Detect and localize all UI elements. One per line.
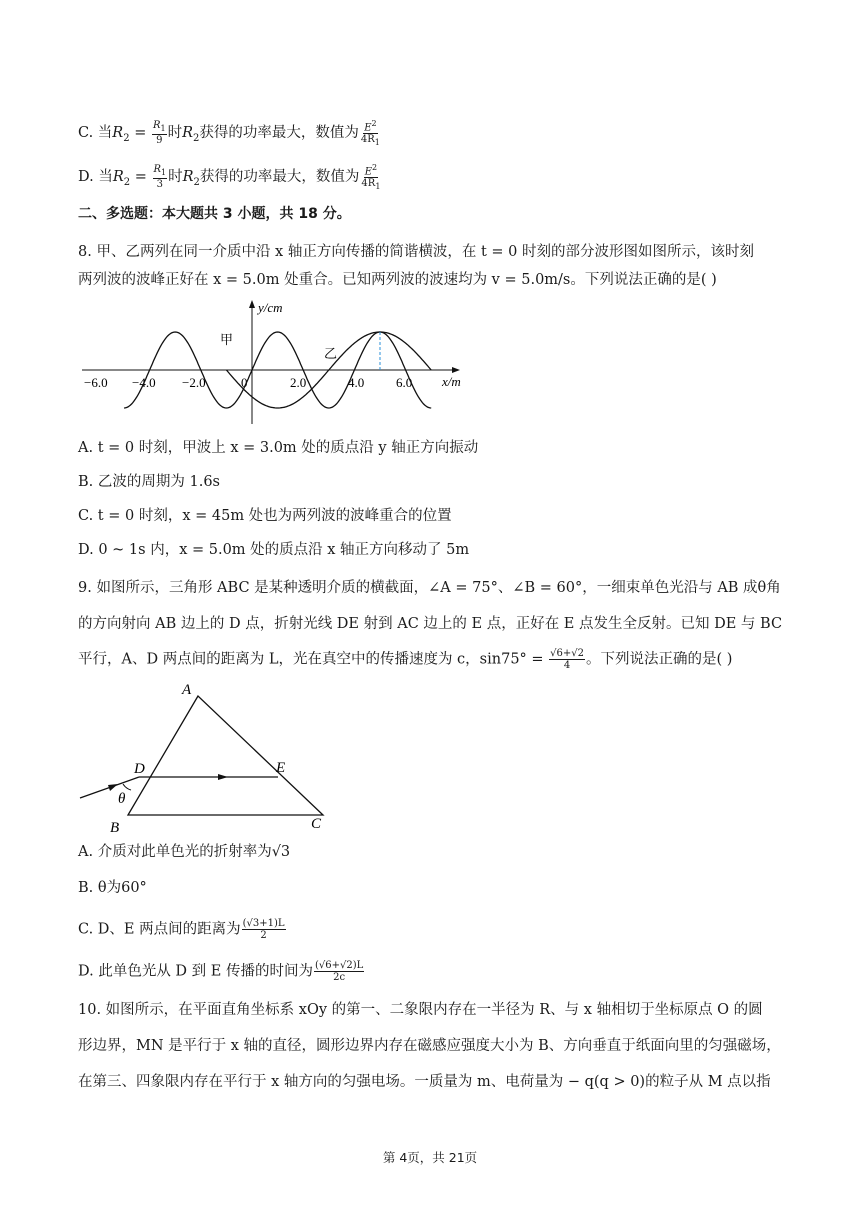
q8-wave-figure [78,296,478,428]
label-theta: θ [118,791,126,807]
label-b: B [110,820,120,836]
q9-stem-line3: 平行，A、D 两点间的距离为 L，光在真空中的传播速度为 c，sin75° = $\frac{√6+√2}{4}$ 。下列说法正确的是( ) [78,648,733,671]
q8-option-a: A. t = 0 时刻，甲波上 x = 3.0m 处的质点沿 y 轴正方向振动 [78,440,479,456]
label-e: E [276,760,286,776]
label-c: C [311,816,322,832]
tick-label: 2.0 [290,375,307,390]
ray-de-arrow [218,774,228,780]
label-d: D [134,761,145,777]
q9-option-b: B. θ为60° [78,880,147,896]
triangle-abc [128,696,323,815]
tick-label: −6.0 [84,375,108,390]
q8-option-d: D. 0 ~ 1s 内，x = 5.0m 处的质点沿 x 轴正方向移动了 5m [78,542,470,558]
q8-option-c: C. t = 0 时刻，x = 45m 处也为两列波的波峰重合的位置 [78,508,452,524]
fraction: $\frac{E^2}{4R_1}$ [361,163,381,192]
wave-yi-label: 乙 [324,346,338,361]
q8-stem-line2: 两列波的波峰正好在 x = 5.0m 处重合。已知两列波的波速均为 v = 5.0m/s。下列说法正确的是( ) [78,272,717,288]
y-axis-arrow [249,300,255,308]
tick-label: 0 [241,375,248,390]
fraction: $\frac{R_1}{3}$ [153,164,167,191]
x-axis-arrow [452,367,460,373]
fraction: $\frac{(√6+√2)L}{2c}$ [314,960,364,983]
tick-label: 6.0 [396,375,413,390]
label-a: A [182,682,192,698]
q9-stem-line1: 9. 如图所示，三角形 ABC 是某种透明介质的横截面，∠A = 75°、∠B = 60°，一细束单色光沿与 AB 成θ角 [78,580,781,596]
q9-option-c: C. D、E 两点间的距离为 $\frac{(√3+1)L}{2}$ [78,918,285,941]
q9-option-d: D. 此单色光从 D 到 E 传播的时间为 $\frac{(√6+√2)L}{2c}$ [78,960,364,983]
incident-ray-arrow [108,784,118,791]
x-axis-label: x/m [442,374,461,389]
fraction: $\frac{R_1}{9}$ [152,120,166,147]
fraction: $\frac{√6+√2}{4}$ [550,648,585,671]
page-footer: 第 4页，共 21页 [382,1150,478,1165]
fraction: $\frac{(√3+1)L}{2}$ [242,918,285,941]
tick-label: −2.0 [182,375,206,390]
q10-line1: 10. 如图所示，在平面直角坐标系 xOy 的第一、二象限内存在一半径为 R、与 x 轴相切于坐标原点 O 的圆 [78,1002,763,1018]
theta-arc [123,784,131,790]
q7-option-c: C. 当$R_2$ = $\frac{R_1}{9}$ 时$R_2$获得的功率最大，数值为 $\frac{E^2}{4R_1}$ [78,119,380,148]
q9-option-a: A. 介质对此单色光的折射率为√3 [78,844,291,860]
q9-triangle-figure [78,680,338,836]
y-axis-label: y/cm [258,300,283,315]
section-heading: 二、多选题：本大题共 3 小题，共 18 分。 [78,206,351,222]
fraction: $\frac{E^2}{4R_1}$ [360,119,380,148]
q10-line2: 形边界，MN 是平行于 x 轴的直径，圆形边界内存在磁感应强度大小为 B、方向垂直于纸面向里的匀强磁场， [78,1038,781,1054]
q8-option-b: B. 乙波的周期为 1.6s [78,474,220,490]
tick-label: −4.0 [132,375,156,390]
q7-option-d: D. 当$R_2$ = $\frac{R_1}{3}$ 时$R_2$获得的功率最大，数值为 $\frac{E^2}{4R_1}$ [78,163,381,192]
wave-jia-label: 甲 [220,332,234,347]
q10-line3: 在第三、四象限内存在平行于 x 轴方向的匀强电场。一质量为 m、电荷量为 − q(q > 0)的粒子从 M 点以指 [78,1074,771,1090]
q9-stem-line2: 的方向射向 AB 边上的 D 点，折射光线 DE 射到 AC 边上的 E 点，正好在 E 点发生全反射。已知 DE 与 BC [78,616,783,632]
q8-stem-line1: 8. 甲、乙两列在同一介质中沿 x 轴正方向传播的简谐横波，在 t = 0 时刻的部分波形图如图所示，该时刻 [78,244,754,260]
tick-label: 4.0 [348,375,365,390]
